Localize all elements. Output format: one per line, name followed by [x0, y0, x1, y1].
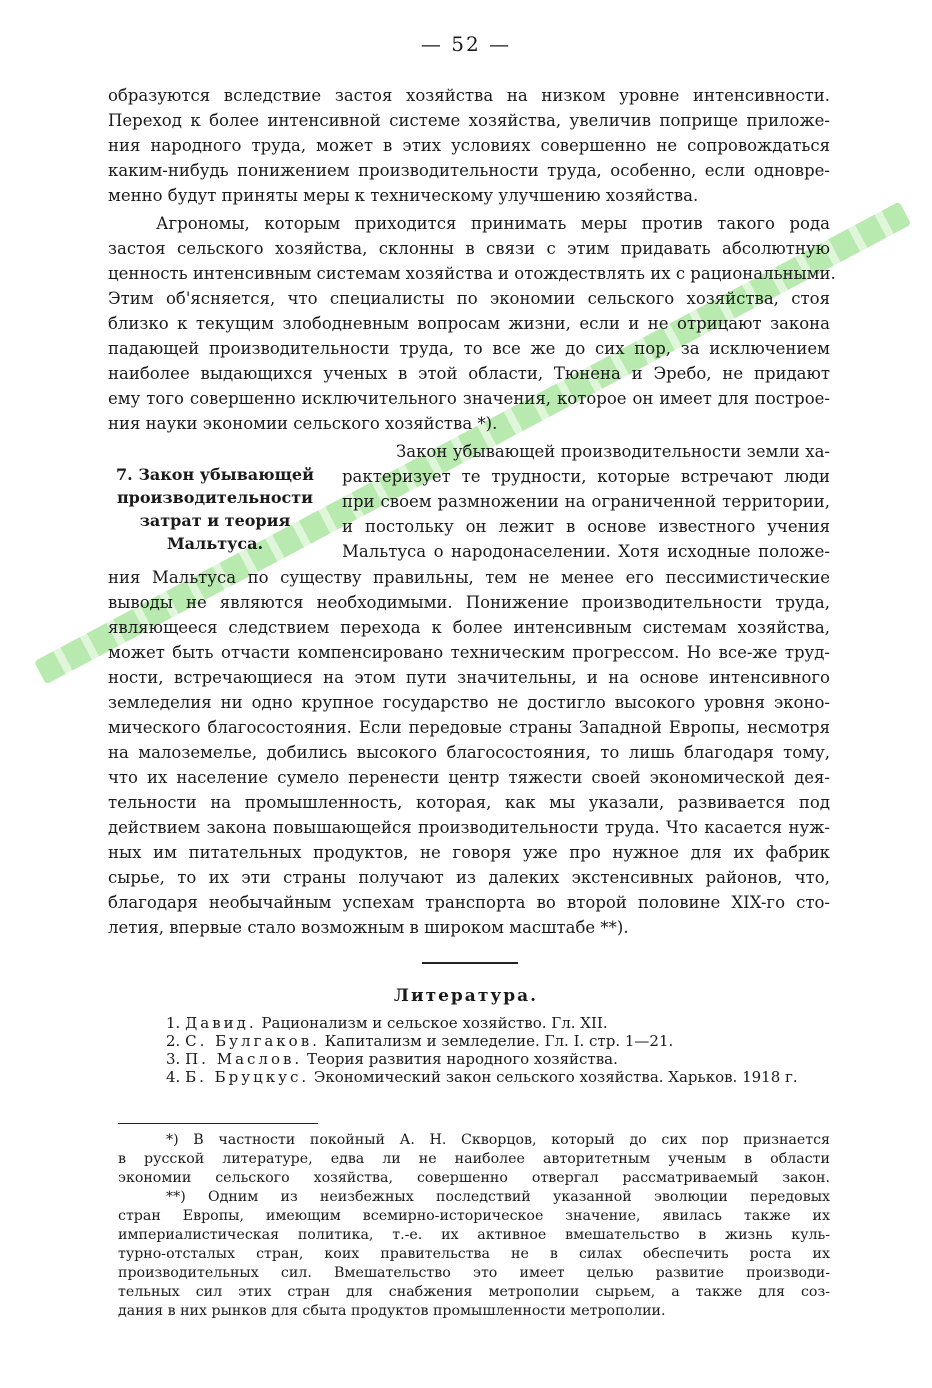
section-line: выводы не являются необходимыми. Понижение производительности труда, [108, 593, 830, 612]
body-line: Переход к более интенсивной системе хозяйства, увеличив поприще приложе- [108, 111, 830, 130]
section-line: действием закона повышающейся производительности труда. Что касается нуж- [108, 818, 830, 837]
body-line: каким-нибудь понижением производительности труда, особенно, если одновре- [108, 161, 830, 180]
section-divider [422, 962, 518, 964]
body-line: близко к текущим злободневным вопросам жизни, если и не отрицают закона [108, 314, 830, 333]
section-line: Закон убывающей производительности земли ха- [396, 442, 830, 461]
body-line: ценность интенсивным системам хозяйства и отождествлять их с рациональными. [108, 264, 836, 283]
body-line: застоя сельского хозяйства, склонны в связи с этим придавать абсолютную [108, 239, 830, 258]
footnote-rule [118, 1123, 318, 1124]
body-line: образуются вследствие застоя хозяйства на низком уровне интенсивности. [108, 86, 830, 105]
literature-item [166, 1067, 798, 1087]
footnote-line: **) Одним из неизбежных последствий указанной эволюции передовых [166, 1189, 830, 1205]
section-line: может быть отчасти компенсировано техническим прогрессом. Но все-же труд- [108, 643, 830, 662]
section-line: и постольку он лежит в основе известного учения [342, 517, 830, 536]
literature-text: Рационализм и сельское хозяйство. Гл. XII. [261, 1014, 608, 1032]
page-number: — 52 — [420, 32, 512, 56]
section-line: при своем размножении на ограниченной территории, [342, 492, 830, 511]
literature-num: 4. [166, 1068, 181, 1086]
literature-item [166, 1013, 608, 1033]
section-heading-line: Мальтуса. [166, 534, 264, 553]
footnote-line: турно-отсталых стран, коих правительства не в силах обеспечить роста их [118, 1246, 830, 1262]
body-line: Этим об'ясняется, что специалисты по экономии сельского хозяйства, стоя [108, 289, 830, 308]
literature-item [166, 1049, 618, 1069]
footnote-line: экономии сельского хозяйства, совершенно отвергал рассматриваемый закон. [118, 1170, 830, 1186]
section-line: на малоземелье, добились высокого благосостояния, то лишь благодаря тому, [108, 743, 830, 762]
section-line: что их население сумело перенести центр тяжести своей экономической дея- [108, 768, 830, 787]
literature-text: Капитализм и земледелие. Гл. I. стр. 1—21. [324, 1032, 674, 1050]
section-line: ных им питательных продуктов, не говоря уже про нужное для их фабрик [108, 843, 830, 862]
footnote-line: *) В частности покойный А. Н. Скворцов, который до сих пор признается [166, 1132, 830, 1148]
body-line: наиболее выдающихся ученых в этой области, Тюнена и Эребо, не придают [108, 364, 830, 383]
literature-title: Литература. [393, 986, 539, 1006]
literature-num: 2. [166, 1032, 181, 1050]
section-heading-line: 7. Закон убывающей [116, 465, 314, 484]
literature-text: Теория развития народного хозяйства. [306, 1050, 618, 1068]
footnote-line: стран Европы, имеющим всемирно-историческое значение, явилась также их [118, 1208, 830, 1224]
literature-author: С. Булгаков. [185, 1032, 320, 1050]
section-line: рактеризует те трудности, которые встречают люди [342, 467, 830, 486]
literature-item [166, 1031, 673, 1051]
body-line: Агрономы, которым приходится принимать меры против такого рода [156, 214, 830, 233]
footnote-line: империалистическая политика, т.-е. их активное вмешательство в жизнь куль- [118, 1227, 830, 1243]
literature-author: П. Маслов. [185, 1050, 303, 1068]
section-heading [104, 463, 326, 555]
section-line: ния Мальтуса по существу правильны, тем не менее его пессимистические [108, 568, 830, 587]
literature-author: Б. Бруцкус. [185, 1068, 310, 1086]
section-line: являющееся следствием перехода к более интенсивным системам хозяйства, [108, 618, 830, 637]
literature-text: Экономический закон сельского хозяйства. Харьков. 1918 г. [313, 1068, 798, 1086]
section-line: летия, впервые стало возможным в широком масштабе **). [108, 918, 629, 937]
section-line: ности, встречающиеся на этом пути значительны, и на основе интенсивного [108, 668, 830, 687]
section-line: мического благосостояния. Если передовые страны Западной Европы, несмотря [108, 718, 830, 737]
section-line: благодаря необычайным успехам транспорта во второй половине XIX-го сто- [108, 893, 830, 912]
body-line: менно будут приняты меры к техническому улучшению хозяйства. [108, 186, 699, 205]
literature-num: 3. [166, 1050, 181, 1068]
section-line: Мальтуса о народонаселении. Хотя исходные положе- [342, 542, 830, 561]
section-heading-line: затрат и теория [139, 511, 291, 530]
literature-num: 1. [166, 1014, 181, 1032]
section-heading-line: производительности [116, 488, 314, 507]
section-line: сырье, то их эти страны получают из далеких экстенсивных районов, что, [108, 868, 830, 887]
literature-author: Давид. [185, 1014, 257, 1032]
footnote-line: в русской литературе, едва ли не наиболее авторитетным ученым в области [118, 1151, 830, 1167]
footnote-line: производительных сил. Вмешательство это имеет целью развитие производи- [118, 1265, 830, 1281]
section-line: тельности на промышленность, которая, как мы указали, развивается под [108, 793, 830, 812]
body-line: ния народного труда, может в этих условиях совершенно не сопровождаться [108, 136, 830, 155]
section-line: земледелия ни одно крупное государство не достигло высокого уровня эконо- [108, 693, 830, 712]
body-line: ему того совершенно исключительного значения, которое он имеет для построе- [108, 389, 830, 408]
footnote-line: тельных сил этих стран для снабжения метрополии сырьем, а также для соз- [118, 1284, 830, 1300]
footnote-line: дания в них рынков для сбыта продуктов промышленности метрополии. [118, 1303, 666, 1319]
body-line: ния науки экономии сельского хозяйства *). [108, 414, 498, 433]
body-line: падающей производительности труда, то все же до сих пор, за исключением [108, 339, 830, 358]
